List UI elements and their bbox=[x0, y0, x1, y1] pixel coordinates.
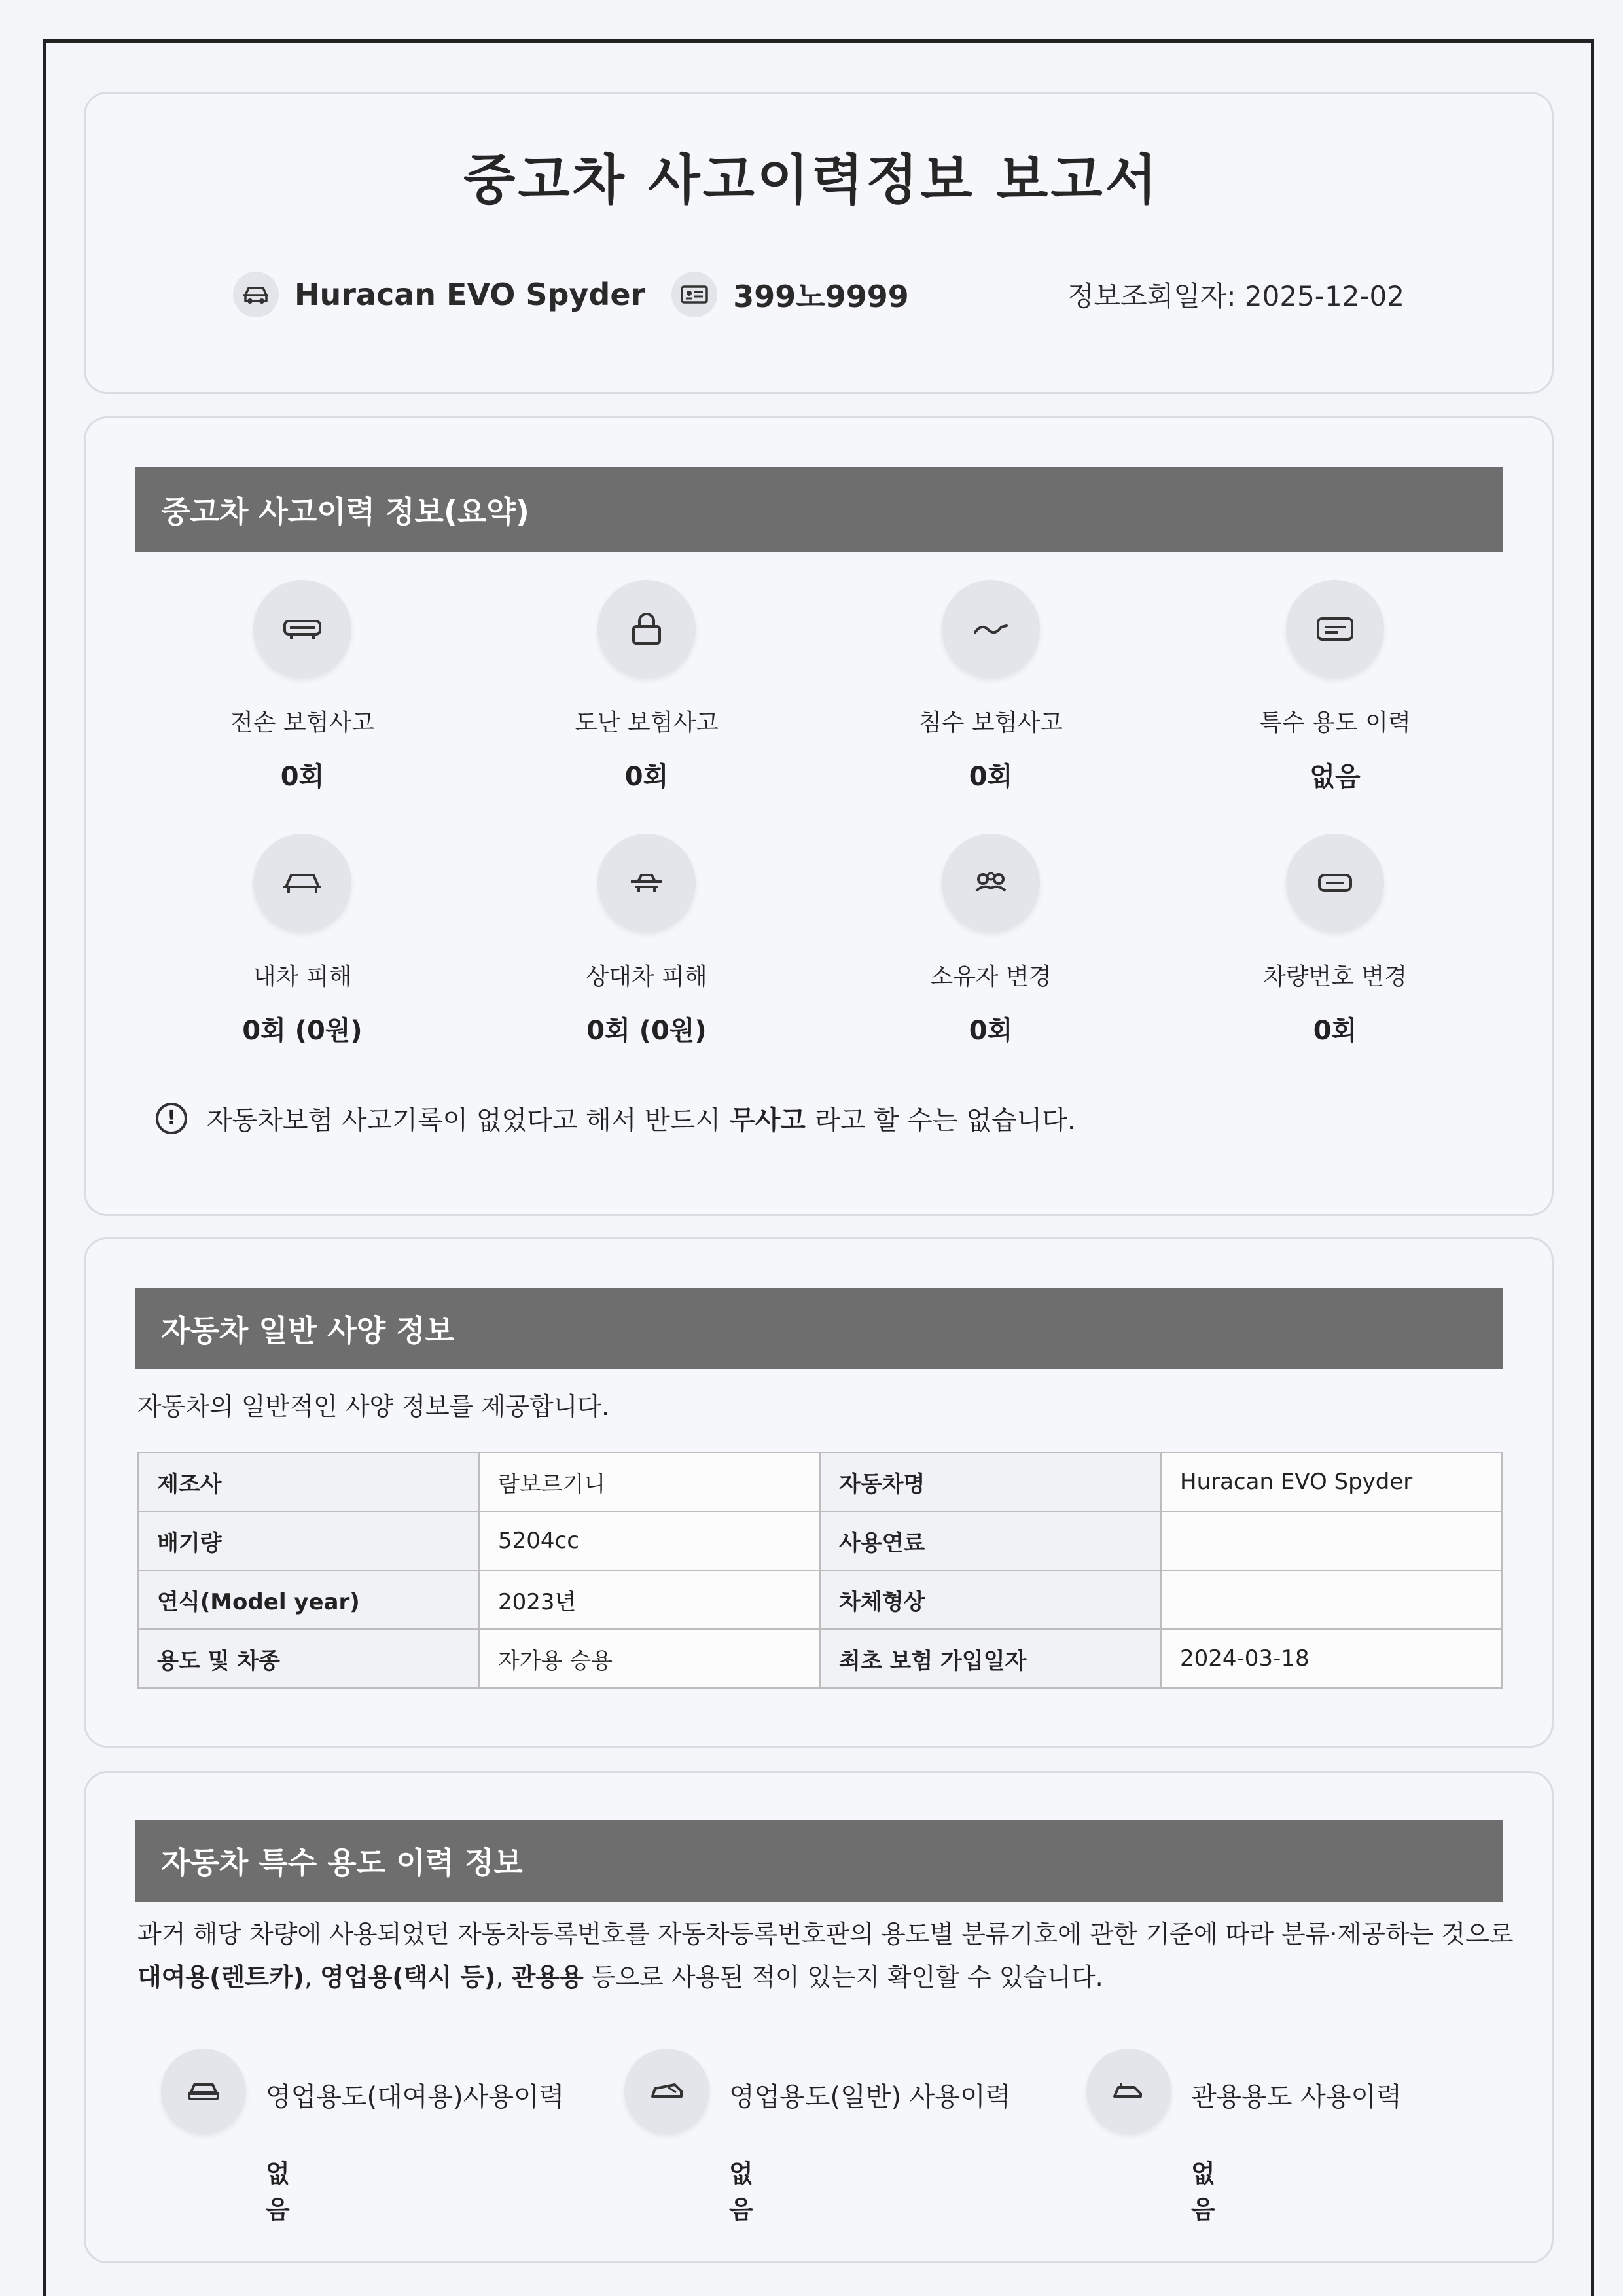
summary-item-other-damage bbox=[516, 834, 777, 1047]
summary-item-own-damage bbox=[171, 834, 433, 1047]
summary-value: 없음 bbox=[1310, 762, 1361, 792]
special-desc-bold2: 영업용(택시 등) bbox=[320, 1963, 496, 1992]
spec-key: 최초 보험 가입일자 bbox=[820, 1629, 1161, 1688]
spec-value: 2024-03-18 bbox=[1161, 1629, 1502, 1688]
special-label: 관용용도 사용이력 bbox=[1191, 2082, 1402, 2112]
summary-item-special-use bbox=[1204, 580, 1466, 793]
spec-value bbox=[1161, 1511, 1502, 1570]
summary-label: 침수 보험사고 bbox=[918, 709, 1063, 736]
spec-value: 2023년 bbox=[479, 1570, 820, 1629]
vehicle-model bbox=[233, 272, 645, 317]
government-car-icon bbox=[1086, 2049, 1171, 2134]
summary-item-flood bbox=[860, 580, 1122, 793]
summary-value: 0회 bbox=[624, 762, 669, 792]
car-icon bbox=[233, 272, 279, 317]
summary-item-theft bbox=[516, 580, 777, 793]
spec-value: 5204cc bbox=[479, 1511, 820, 1570]
spec-value: Huracan EVO Spyder bbox=[1161, 1452, 1502, 1511]
summary-value: 0회 bbox=[280, 762, 325, 792]
special-desc-bold3: 관용용 bbox=[511, 1963, 584, 1992]
id-card-icon bbox=[671, 272, 717, 317]
owner-change-icon bbox=[942, 834, 1040, 932]
special-label: 영업용도(일반) 사용이력 bbox=[729, 2082, 1011, 2112]
special-desc-line2 bbox=[137, 1956, 1514, 1999]
info-icon: ! bbox=[156, 1103, 187, 1134]
spec-key: 차체형상 bbox=[820, 1570, 1161, 1629]
summary-label: 차량번호 변경 bbox=[1262, 963, 1408, 990]
car-damage-icon bbox=[253, 834, 351, 932]
taxi-icon bbox=[624, 2049, 709, 2134]
summary-label: 상대차 피해 bbox=[586, 963, 707, 990]
special-desc-tail: 등으로 사용된 적이 있는지 확인할 수 있습니다. bbox=[583, 1963, 1103, 1992]
other-car-icon bbox=[597, 834, 696, 932]
special-value: 없음 bbox=[1191, 2159, 1215, 2224]
vehicle-plate-text: 399노9999 bbox=[733, 279, 909, 314]
spec-key: 제조사 bbox=[138, 1452, 479, 1511]
spec-key: 배기량 bbox=[138, 1511, 479, 1570]
summary-value: 0회 bbox=[969, 762, 1013, 792]
summary-value: 0회 (0원) bbox=[242, 1016, 363, 1046]
spec-key: 사용연료 bbox=[820, 1511, 1161, 1570]
spec-table bbox=[137, 1452, 1503, 1689]
special-value: 없음 bbox=[729, 2159, 753, 2224]
total-loss-icon bbox=[253, 580, 351, 678]
special-label: 영업용도(대여용)사용이력 bbox=[266, 2082, 565, 2112]
summary-label: 도난 보험사고 bbox=[574, 709, 719, 736]
spec-value: 자가용 승용 bbox=[479, 1629, 820, 1688]
summary-value: 0회 bbox=[969, 1016, 1013, 1046]
spec-value bbox=[1161, 1570, 1502, 1629]
rental-car-icon bbox=[161, 2049, 246, 2134]
vehicle-model-text: Huracan EVO Spyder bbox=[294, 277, 646, 312]
spec-key: 자동차명 bbox=[820, 1452, 1161, 1511]
special-value: 없음 bbox=[266, 2159, 290, 2224]
lock-icon bbox=[597, 580, 696, 678]
no-accident-notice bbox=[156, 1100, 1076, 1137]
summary-heading: 중고차 사고이력 정보(요약) bbox=[135, 467, 1503, 552]
table-row bbox=[138, 1452, 1502, 1511]
special-desc-sep: , bbox=[495, 1963, 512, 1992]
vehicle-plate bbox=[671, 272, 908, 317]
table-row bbox=[138, 1511, 1502, 1570]
table-row bbox=[138, 1570, 1502, 1629]
wave-icon bbox=[942, 580, 1040, 678]
summary-label: 소유자 변경 bbox=[930, 963, 1052, 990]
summary-label: 특수 용도 이력 bbox=[1259, 709, 1411, 736]
summary-item-owner-change bbox=[860, 834, 1122, 1047]
spec-key: 연식(Model year) bbox=[138, 1570, 479, 1629]
special-desc-line1: 과거 해당 차량에 사용되었던 자동차등록번호를 자동차등록번호판의 용도별 분류기호에 관한 기준에 따라 분류·제공하는 것으로 bbox=[137, 1920, 1514, 1948]
summary-item-total-loss bbox=[171, 580, 433, 793]
special-description bbox=[137, 1912, 1514, 1999]
summary-value: 0회 bbox=[1313, 1016, 1357, 1046]
notice-text-bold: 무사고 bbox=[730, 1105, 806, 1136]
spec-description: 자동차의 일반적인 사양 정보를 제공합니다. bbox=[137, 1392, 610, 1421]
plate-change-icon bbox=[1286, 834, 1384, 932]
spec-value: 람보르기니 bbox=[479, 1452, 820, 1511]
notice-text-pre: 자동차보험 사고기록이 없었다고 해서 반드시 bbox=[207, 1105, 721, 1136]
spec-heading: 자동차 일반 사양 정보 bbox=[135, 1288, 1503, 1369]
special-desc-sep: , bbox=[304, 1963, 321, 1992]
report-title: 중고차 사고이력정보 보고서 bbox=[463, 149, 1160, 211]
inquiry-date: 정보조회일자: 2025-12-02 bbox=[1067, 280, 1404, 312]
special-desc-bold1: 대여용(렌트카) bbox=[137, 1963, 304, 1992]
vehicle-meta bbox=[233, 268, 935, 321]
notice-text-post: 라고 할 수는 없습니다. bbox=[814, 1105, 1076, 1136]
table-row bbox=[138, 1629, 1502, 1688]
summary-label: 전손 보험사고 bbox=[230, 709, 375, 736]
summary-label: 내차 피해 bbox=[253, 963, 352, 990]
card-icon bbox=[1286, 580, 1384, 678]
spec-key: 용도 및 차종 bbox=[138, 1629, 479, 1688]
special-heading: 자동차 특수 용도 이력 정보 bbox=[135, 1820, 1503, 1902]
summary-item-plate-change bbox=[1204, 834, 1466, 1047]
summary-value: 0회 (0원) bbox=[586, 1016, 707, 1046]
